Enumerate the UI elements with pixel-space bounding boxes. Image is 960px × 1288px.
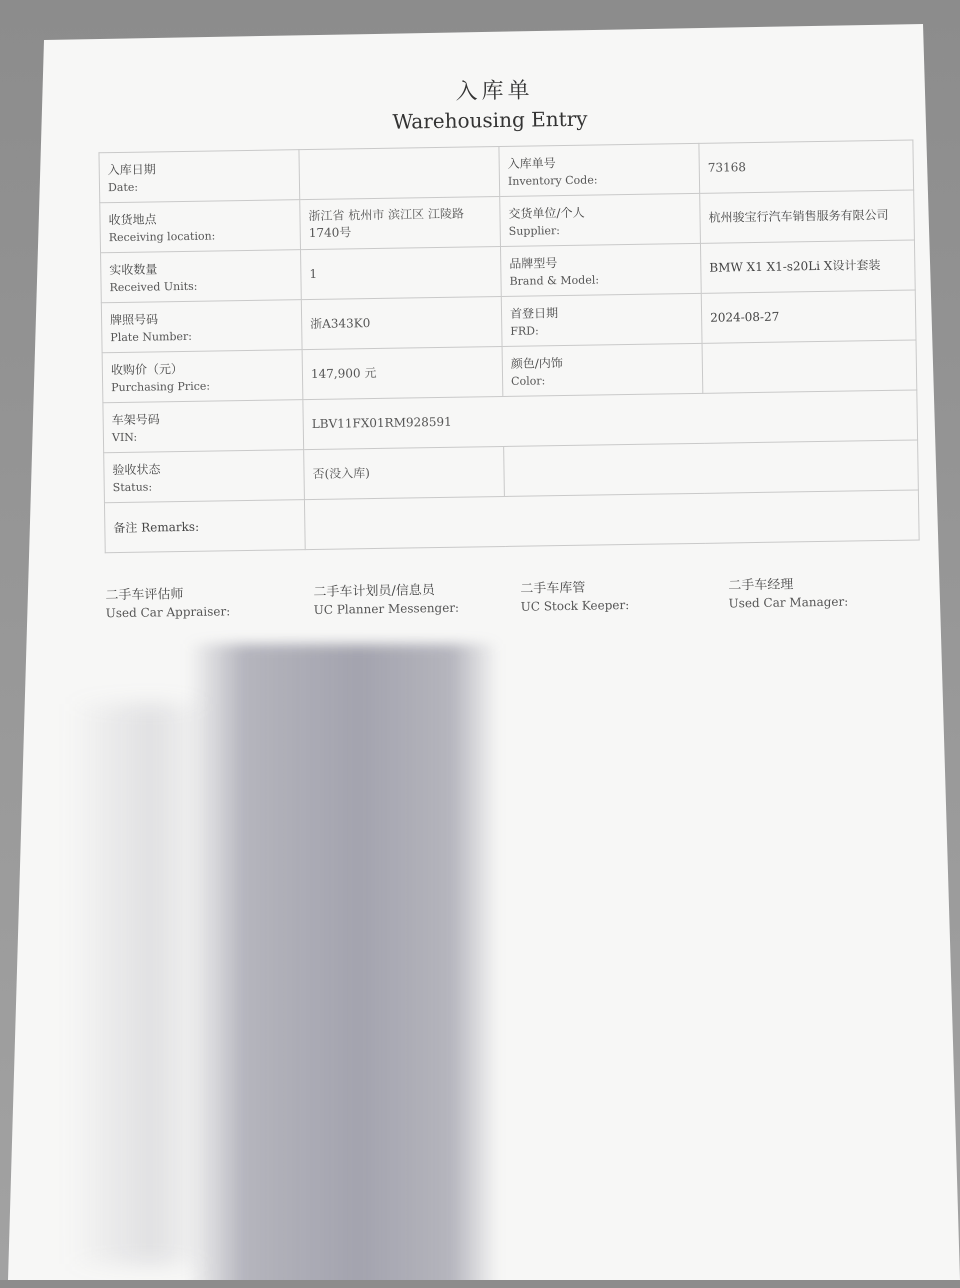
plate-number-label — [101, 300, 302, 353]
color-label-en: Color: — [511, 374, 546, 388]
signature-stock-keeper — [520, 576, 629, 614]
status-label-en: Status: — [112, 480, 153, 495]
signature-manager-en: Used Car Manager: — [728, 594, 849, 611]
vin-value: LBV11FX01RM928591 — [303, 390, 918, 450]
remarks-label-text: 备注 Remarks: — [113, 519, 200, 536]
frd-label-cn: 首登日期 — [509, 306, 559, 321]
receiving-location-value: 浙江省 杭州市 滨江区 江陵路1740号 — [300, 197, 501, 250]
supplier-label-cn: 交货单位/个人 — [508, 205, 585, 221]
signature-manager-cn: 二手车经理 — [728, 577, 794, 594]
date-label-cn: 入库日期 — [107, 162, 156, 178]
receiving-location-label-en: Receiving location: — [108, 229, 216, 245]
brand-model-value: BMW X1 X1-s20Li X设计套装 — [700, 240, 915, 293]
signature-row — [105, 571, 926, 644]
inventory-code-value: 73168 — [699, 140, 914, 193]
signature-stock-keeper-cn: 二手车库管 — [520, 580, 586, 597]
received-units-label — [101, 250, 302, 303]
vin-label-en: VIN: — [111, 430, 138, 445]
warehousing-form-table — [98, 140, 919, 554]
date-label — [99, 150, 300, 203]
color-label — [502, 343, 703, 396]
inventory-code-label — [499, 143, 700, 196]
signature-manager — [728, 573, 848, 611]
color-label-cn: 颜色/内饰 — [510, 356, 563, 371]
date-label-en: Date: — [107, 180, 139, 195]
signature-planner-cn: 二手车计划员/信息员 — [313, 583, 435, 600]
signature-stock-keeper-en: UC Stock Keeper: — [520, 598, 630, 614]
purchasing-price-label-en: Purchasing Price: — [111, 379, 211, 395]
supplier-label-en: Supplier: — [508, 224, 561, 238]
document-title-cn: 入库单 — [455, 78, 534, 105]
received-units-label-en: Received Units: — [109, 279, 198, 295]
remarks-value — [304, 490, 919, 550]
remarks-label — [104, 500, 305, 553]
purchasing-price-label-cn: 收购价（元） — [110, 362, 183, 378]
signature-appraiser-cn: 二手车评估师 — [105, 587, 184, 604]
status-label-cn: 验收状态 — [112, 462, 161, 478]
color-value — [702, 340, 917, 393]
status-label — [104, 450, 305, 503]
status-value: 否(没入库) — [304, 446, 505, 499]
signature-appraiser — [105, 582, 230, 620]
purchasing-price-label — [102, 350, 303, 403]
frd-value: 2024-08-27 — [701, 290, 916, 343]
received-units-label-cn: 实收数量 — [109, 262, 158, 278]
brand-model-label — [500, 243, 701, 296]
supplier-value: 杭州骏宝行汽车销售服务有限公司 — [700, 190, 915, 243]
plate-number-label-cn: 牌照号码 — [109, 312, 159, 328]
vin-label-cn: 车架号码 — [111, 412, 160, 428]
inventory-code-label-cn: 入库单号 — [507, 156, 556, 171]
signature-appraiser-en: Used Car Appraiser: — [105, 604, 231, 621]
inventory-code-label-en: Inventory Code: — [507, 173, 598, 188]
supplier-label — [500, 193, 701, 246]
signature-planner — [313, 579, 459, 617]
date-value — [299, 147, 500, 200]
brand-model-label-cn: 品牌型号 — [509, 256, 558, 271]
received-units-value: 1 — [301, 247, 502, 300]
status-empty-cell — [504, 440, 919, 496]
receiving-location-label-cn: 收货地点 — [108, 212, 157, 228]
signature-planner-en: UC Planner Messenger: — [313, 600, 460, 617]
frd-label-en: FRD: — [510, 324, 539, 338]
document-title-en: Warehousing Entry — [392, 106, 588, 134]
plate-number-value: 浙A343K0 — [301, 297, 502, 350]
purchasing-price-value: 147,900 元 — [302, 346, 503, 399]
vin-label — [103, 400, 304, 453]
frd-label — [501, 293, 702, 346]
plate-number-label-en: Plate Number: — [110, 329, 193, 345]
receiving-location-label — [100, 200, 301, 253]
brand-model-label-en: Brand & Model: — [509, 273, 600, 288]
